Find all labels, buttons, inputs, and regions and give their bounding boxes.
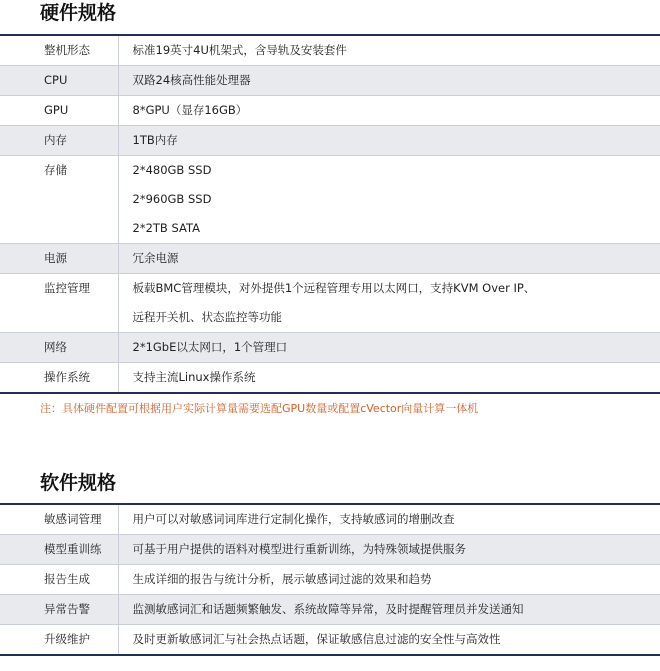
spec-row — [0, 156, 660, 244]
spec-row — [0, 363, 660, 394]
spec-key-cell — [0, 625, 118, 656]
spec-row — [0, 333, 660, 363]
spec-value-cell — [118, 126, 660, 156]
hardware-spec-table — [0, 34, 660, 394]
spec-value: 可基于用户提供的语料对模型进行重新训练，为特殊领域提供服务 — [132, 542, 466, 556]
spec-value: 冗余电源 — [132, 251, 179, 265]
spec-key-cell — [0, 274, 118, 333]
spec-key-cell — [0, 535, 118, 565]
spec-value-cell — [118, 274, 660, 333]
spec-value-cell — [118, 625, 660, 656]
spec-value-cell — [118, 156, 660, 244]
spec-key: 异常告警 — [44, 602, 90, 616]
spec-value: 2*960GB SSD — [132, 192, 212, 206]
hardware-note: 注：具体硬件配置可根据用户实际计算量需要选配GPU数量或配置cVector向量计算一体机 — [40, 402, 479, 415]
spec-value: 1TB内存 — [132, 133, 178, 147]
spec-key-cell — [0, 126, 118, 156]
spec-row — [0, 625, 660, 656]
spec-value-cell — [118, 595, 660, 625]
software-spec-table — [0, 503, 660, 656]
spec-value: 支持主流Linux操作系统 — [132, 370, 256, 384]
spec-key-cell — [0, 35, 118, 66]
spec-row — [0, 126, 660, 156]
spec-value: 板载BMC管理模块，对外提供1个远程管理专用以太网口，支持KVM Over IP、 — [132, 281, 536, 295]
spec-value: 远程开关机、状态监控等功能 — [132, 310, 282, 324]
spec-key: 存储 — [44, 163, 67, 177]
spec-row — [0, 244, 660, 274]
spec-value: 8*GPU（显存16GB） — [132, 103, 248, 117]
spec-key-cell — [0, 333, 118, 363]
spec-value: 2*2TB SATA — [132, 221, 200, 235]
spec-key: 电源 — [44, 251, 67, 265]
spec-value: 2*1GbE以太网口，1个管理口 — [132, 340, 288, 354]
spec-key-cell — [0, 595, 118, 625]
spec-row — [0, 535, 660, 565]
spec-row — [0, 66, 660, 96]
spec-key: 内存 — [44, 133, 67, 147]
spec-key: CPU — [44, 73, 68, 87]
spec-value-cell — [118, 504, 660, 535]
spec-value-cell — [118, 35, 660, 66]
spec-row — [0, 274, 660, 333]
spec-value: 双路24核高性能处理器 — [132, 73, 251, 87]
spec-key-cell — [0, 96, 118, 126]
spec-row — [0, 595, 660, 625]
spec-key: GPU — [44, 103, 69, 117]
spec-value: 2*480GB SSD — [132, 163, 212, 177]
spec-value-cell — [118, 535, 660, 565]
spec-row — [0, 35, 660, 66]
hardware-section-title: 硬件规格 — [40, 2, 117, 24]
spec-value-cell — [118, 333, 660, 363]
spec-key-cell — [0, 504, 118, 535]
spec-key: 操作系统 — [44, 370, 90, 384]
spec-value-cell — [118, 565, 660, 595]
spec-row — [0, 565, 660, 595]
spec-row — [0, 96, 660, 126]
spec-key-cell — [0, 565, 118, 595]
spec-value: 及时更新敏感词汇与社会热点话题，保证敏感信息过滤的安全性与高效性 — [132, 632, 501, 646]
spec-key-cell — [0, 244, 118, 274]
spec-value-cell — [118, 363, 660, 394]
spec-value-cell — [118, 244, 660, 274]
spec-key-cell — [0, 363, 118, 394]
spec-value-cell — [118, 66, 660, 96]
spec-value: 监测敏感词汇和话题频繁触发、系统故障等异常，及时提醒管理员并发送通知 — [132, 602, 524, 616]
spec-key: 整机形态 — [44, 43, 90, 57]
spec-value-cell — [118, 96, 660, 126]
spec-key: 报告生成 — [44, 572, 90, 586]
software-section-title: 软件规格 — [40, 472, 117, 494]
spec-key-cell — [0, 66, 118, 96]
spec-row — [0, 504, 660, 535]
spec-key-cell — [0, 156, 118, 244]
spec-value: 标准19英寸4U机架式，含导轨及安装套件 — [132, 43, 347, 57]
spec-key: 监控管理 — [44, 281, 90, 295]
spec-key: 敏感词管理 — [44, 512, 102, 526]
spec-key: 升级维护 — [44, 632, 90, 646]
spec-value: 用户可以对敏感词词库进行定制化操作，支持敏感词的增删改查 — [132, 512, 455, 526]
spec-value: 生成详细的报告与统计分析，展示敏感词过滤的效果和趋势 — [132, 572, 432, 586]
spec-key: 模型重训练 — [44, 542, 102, 556]
spec-key: 网络 — [44, 340, 67, 354]
